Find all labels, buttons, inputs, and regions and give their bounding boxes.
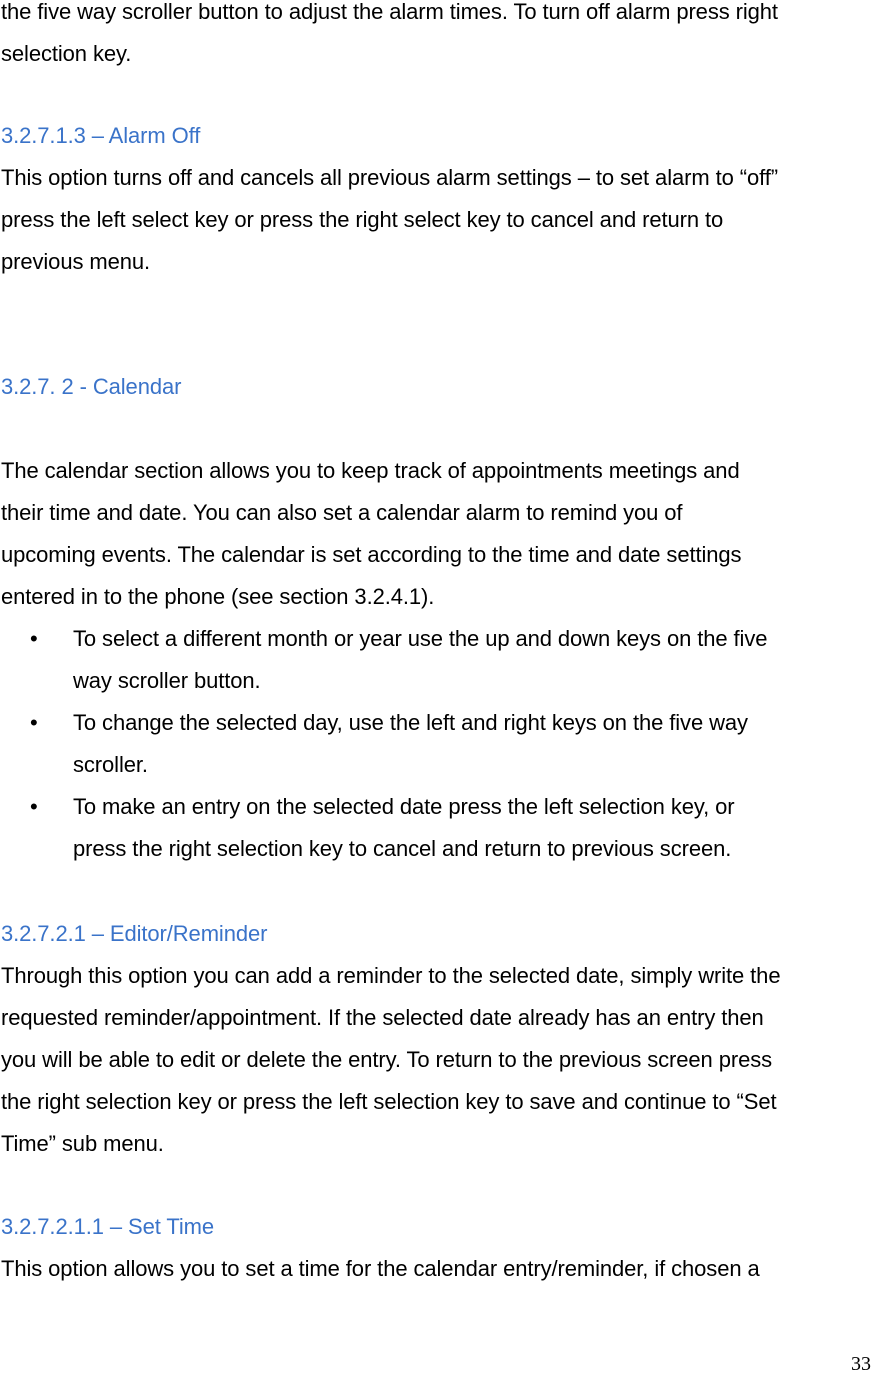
intro-line-2: selection key. (1, 41, 132, 66)
calendar-line-1: The calendar section allows you to keep track of appointments meetings and (1, 458, 740, 483)
alarm-off-line-1: This option turns off and cancels all previous alarm settings – to set alarm to “off” (1, 165, 778, 190)
bullet-3-line-1: To make an entry on the selected date press the left selection key, or (73, 794, 735, 819)
calendar-line-2: their time and date. You can also set a calendar alarm to remind you of (1, 500, 683, 525)
alarm-off-line-3: previous menu. (1, 249, 151, 274)
editor-reminder-line-1: Through this option you can add a reminder to the selected date, simply write the (1, 963, 781, 988)
editor-reminder-heading: 3.2.7.2.1 – Editor/Reminder (1, 921, 268, 946)
page-number: 33 (851, 1353, 871, 1375)
bullet-marker: • (30, 710, 38, 735)
set-time-line-1: This option allows you to set a time for the calendar entry/reminder, if chosen a (1, 1256, 760, 1281)
bullet-marker: • (30, 794, 38, 819)
editor-reminder-line-4: the right selection key or press the left selection key to save and continue to “Set (1, 1089, 777, 1114)
bullet-marker: • (30, 626, 38, 651)
bullet-1-line-2: way scroller button. (73, 668, 261, 693)
intro-line-1: the five way scroller button to adjust the alarm times. To turn off alarm press right (1, 0, 778, 24)
alarm-off-heading: 3.2.7.1.3 – Alarm Off (1, 123, 201, 148)
calendar-line-4: entered in to the phone (see section 3.2.4.1). (1, 584, 435, 609)
editor-reminder-line-5: Time” sub menu. (1, 1131, 164, 1156)
bullet-1-line-1: To select a different month or year use the up and down keys on the five (73, 626, 768, 651)
set-time-heading: 3.2.7.2.1.1 – Set Time (1, 1214, 215, 1239)
editor-reminder-line-3: you will be able to edit or delete the entry. To return to the previous screen press (1, 1047, 773, 1072)
alarm-off-line-2: press the left select key or press the right select key to cancel and return to (1, 207, 724, 232)
bullet-2-line-1: To change the selected day, use the left and right keys on the five way (73, 710, 748, 735)
calendar-heading: 3.2.7. 2 - Calendar (1, 374, 182, 399)
editor-reminder-line-2: requested reminder/appointment. If the selected date already has an entry then (1, 1005, 764, 1030)
calendar-line-3: upcoming events. The calendar is set according to the time and date settings (1, 542, 742, 567)
bullet-2-line-2: scroller. (73, 752, 148, 777)
bullet-3-line-2: press the right selection key to cancel and return to previous screen. (73, 836, 732, 861)
